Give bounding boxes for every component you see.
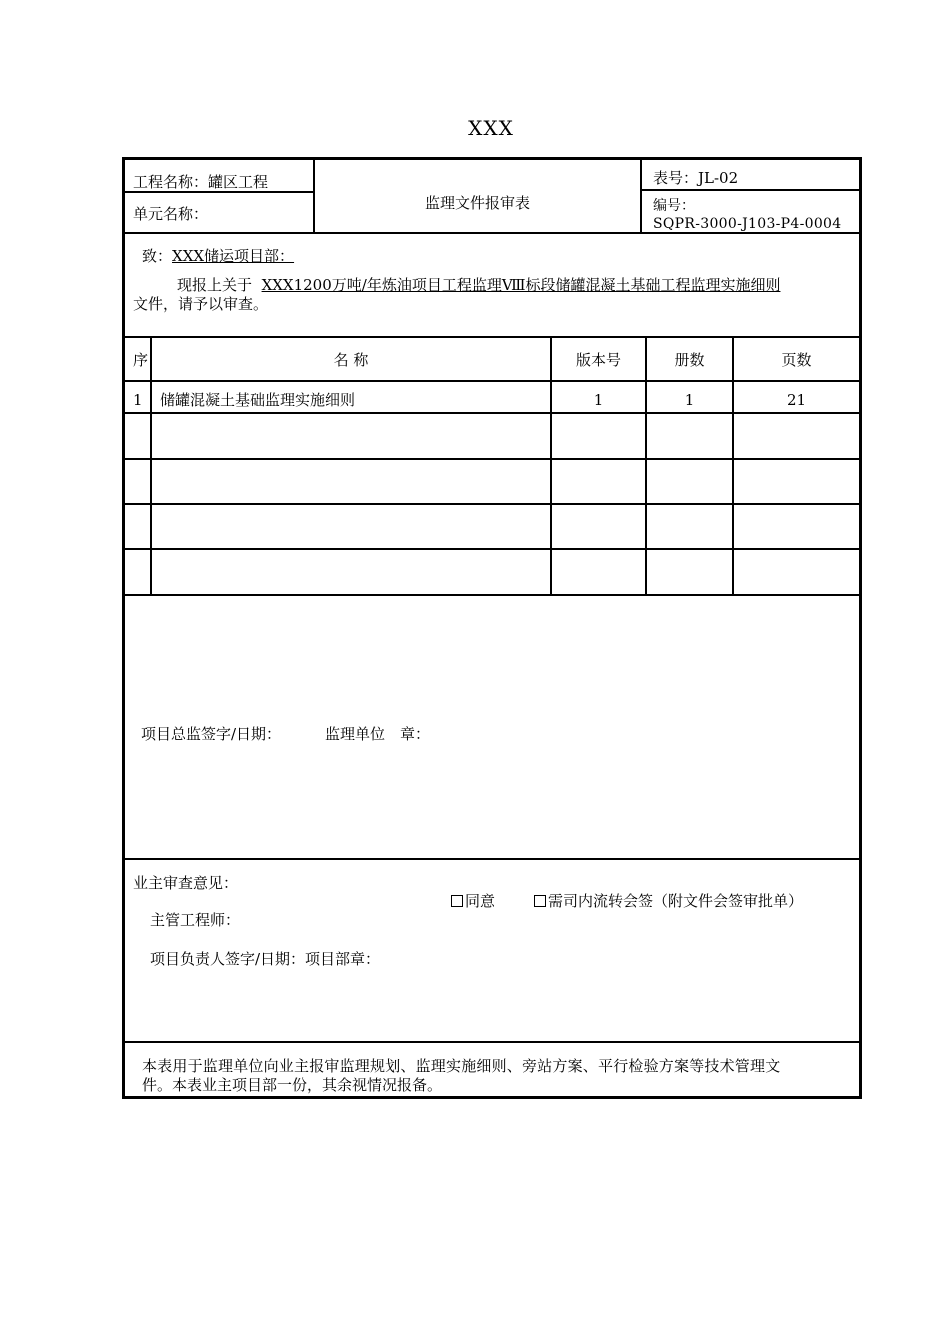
document-title: XXX [468, 116, 514, 140]
addressee-line [142, 247, 294, 265]
header-volumes: 册数 [674, 351, 705, 369]
countersign-checkbox-icon[interactable] [534, 895, 546, 907]
table-cell-pages: 21 [786, 391, 807, 409]
owner-bottom-line [125, 1041, 859, 1043]
table-bottom-line [125, 594, 859, 596]
countersign-label: 需司内流转会签（附文件会签审批单） [548, 892, 804, 910]
addressee-prefix: 致： [142, 247, 173, 265]
row-line-2 [125, 458, 859, 460]
header-divider-right [640, 160, 642, 232]
row-line-4 [125, 548, 859, 550]
addressee-value: XXX储运项目部： [172, 247, 295, 265]
agree-checkbox-icon[interactable] [451, 895, 463, 907]
submission-bottom-line [125, 336, 859, 338]
col-divider-2 [550, 336, 552, 596]
col-divider-3 [645, 336, 647, 596]
header-pages: 页数 [781, 351, 812, 369]
col-divider-4 [732, 336, 734, 596]
project-name-label: 工程名称：罐区工程 [133, 173, 269, 191]
unit-name-label: 单元名称： [133, 205, 209, 223]
note-line-2: 件。本表业主项目部一份，其余视情况报备。 [142, 1076, 443, 1094]
owner-opinion-label: 业主审查意见： [133, 874, 239, 892]
col-divider-1 [150, 336, 152, 596]
countersign-option[interactable] [534, 892, 803, 910]
agree-option[interactable] [451, 892, 495, 910]
table-cell-name: 储罐混凝土基础监理实施细则 [160, 391, 356, 409]
header-divider-mid-right [640, 189, 859, 191]
supervisor-seal-label: 监理单位 章： [325, 725, 431, 743]
form-number: 表号：JL-02 [653, 169, 739, 187]
submission-body-prefix: 现报上关于 [177, 276, 253, 294]
leader-signature-label: 项目负责人签字/日期：项目部章： [150, 950, 381, 968]
header-seq: 序 [133, 351, 149, 369]
row-line-header [125, 380, 859, 382]
header-version: 版本号 [575, 351, 621, 369]
supervisor-bottom-line [125, 858, 859, 860]
agree-label: 同意 [465, 892, 496, 910]
form-title: 监理文件报审表 [424, 194, 530, 212]
note-line-1: 本表用于监理单位向业主报审监理规划、监理实施细则、旁站方案、平行检验方案等技术管理文 [142, 1057, 781, 1075]
header-name: 名 称 [333, 351, 369, 369]
table-cell-volumes: 1 [684, 391, 695, 409]
table-cell-seq: 1 [133, 391, 143, 409]
table-cell-version: 1 [593, 391, 604, 409]
engineer-label: 主管工程师： [150, 911, 241, 929]
header-divider-mid-left [125, 191, 315, 193]
serial-label: 编号： [653, 198, 695, 214]
supervisor-signature-label: 项目总监签字/日期： [141, 725, 282, 743]
row-line-1 [125, 412, 859, 414]
submission-document-title: XXX1200万吨/年炼油项目工程监理Ⅷ标段储罐混凝土基础工程监理实施细则 [261, 276, 781, 294]
serial-value: SQPR-3000-J103-P4-0004 [653, 216, 842, 232]
row-line-3 [125, 503, 859, 505]
submission-body-suffix: 文件，请予以审查。 [133, 295, 269, 313]
submission-body [177, 276, 780, 294]
form-frame [122, 157, 862, 1099]
